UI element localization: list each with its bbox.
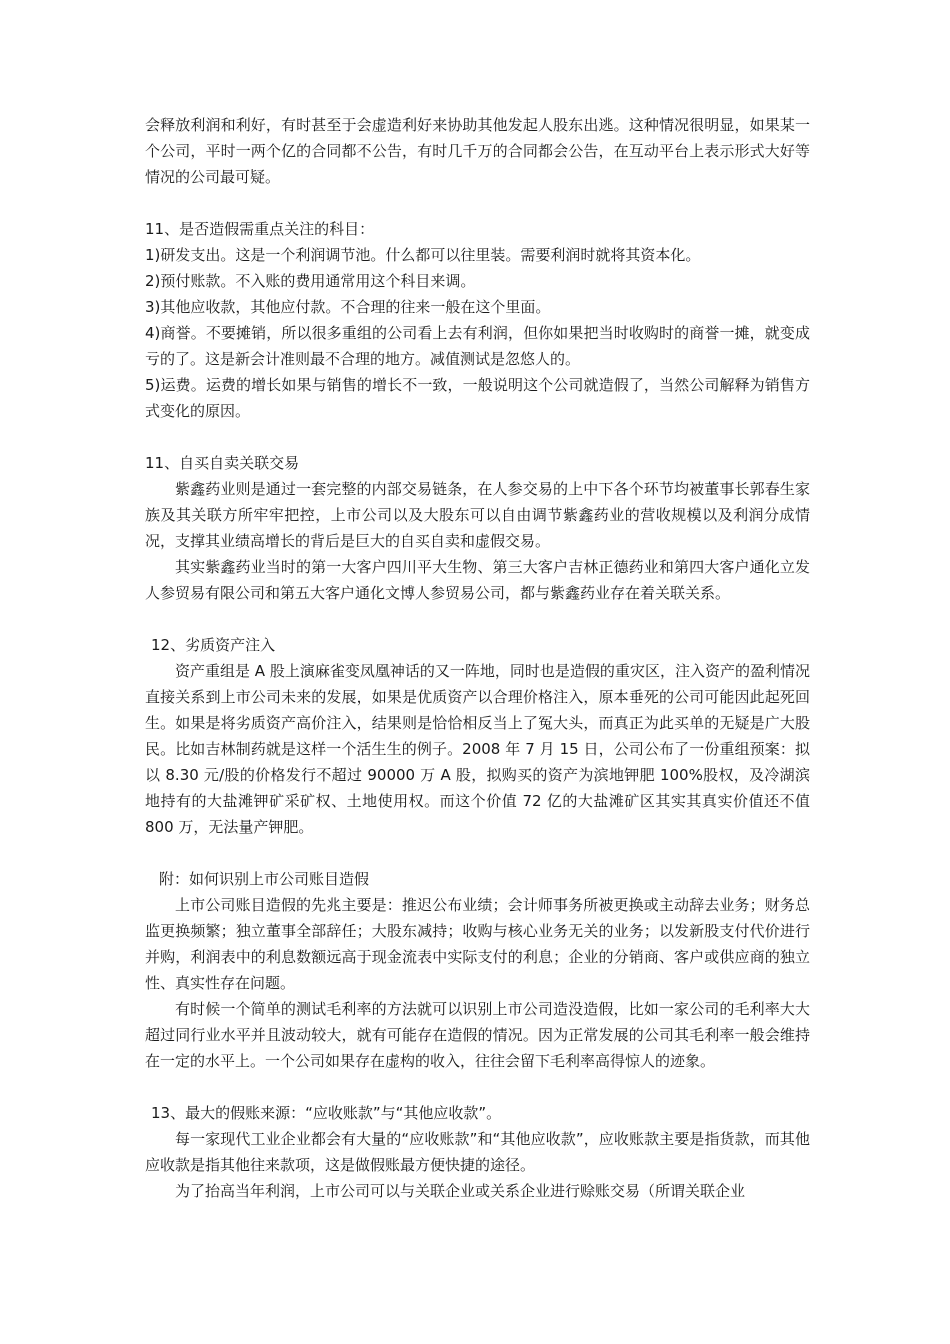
section-gap <box>145 424 810 450</box>
list-item-goodwill: 4)商誉。不要摊销，所以很多重组的公司看上去有利润，但你如果把当时收购时的商誉一摊，就变成亏的了。这是新会计准则最不合理的地方。减值测试是忽悠人的。 <box>145 324 810 368</box>
section-11b-paragraph-1: 紫鑫药业则是通过一套完整的内部交易链条，在人参交易的上中下各个环节均被董事长郭春生家族及其关联方所牢牢把控，上市公司以及大股东可以自由调节紫鑫药业的营收规模以及利润分成情况，支撑其业绩高增长的背后是巨大的自买自卖和虚假交易。 <box>145 480 810 550</box>
appendix-heading: 附：如何识别上市公司账目造假 <box>159 870 370 888</box>
list-item-other-receivables: 3)其他应收款，其他应付款。不合理的往来一般在这个里面。 <box>145 298 551 316</box>
section-gap <box>145 840 810 866</box>
section-13-paragraph-2: 为了抬高当年利润，上市公司可以与关联企业或关系企业进行赊账交易（所谓关联企业 <box>175 1182 746 1200</box>
section-13-paragraph-1: 每一家现代工业企业都会有大量的“应收账款”和“其他应收款”，应收账款主要是指货款，而其他应收款是指其他往来款项，这是做假账最方便快捷的途径。 <box>145 1130 810 1174</box>
intro-paragraph: 会释放利润和利好，有时甚至于会虚造利好来协助其他发起人股东出逃。这种情况很明显，如果某一个公司，平时一两个亿的合同都不公告，有时几千万的合同都会公告，在互动平台上表示形式大好等情况的公司最可疑。 <box>145 116 810 186</box>
section-11b-heading: 11、自买自卖关联交易 <box>145 454 300 472</box>
section-12-heading: 12、劣质资产注入 <box>151 636 276 654</box>
section-gap <box>145 190 810 216</box>
section-gap <box>145 606 810 632</box>
list-item-prepayments: 2)预付账款。不入账的费用通常用这个科目来调。 <box>145 272 476 290</box>
section-11b-paragraph-2: 其实紫鑫药业当时的第一大客户四川平大生物、第三大客户吉林正德药业和第四大客户通化立发人参贸易有限公司和第五大客户通化文博人参贸易公司，都与紫鑫药业存在着关联关系。 <box>145 558 810 602</box>
section-13-heading: 13、最大的假账来源：“应收账款”与“其他应收款”。 <box>151 1104 502 1122</box>
section-gap <box>145 1074 810 1100</box>
appendix-paragraph-1: 上市公司账目造假的先兆主要是：推迟公布业绩；会计师事务所被更换或主动辞去业务；财务总监更换频繁；独立董事全部辞任；大股东减持；收购与核心业务无关的业务；以发新股支付代价进行并购，利润表中的利息数额远高于现金流表中实际支付的利息；企业的分销商、客户或供应商的独立性、真实性存在问题。 <box>145 896 810 992</box>
document-page <box>145 112 810 1204</box>
list-item-rd-expense: 1)研发支出。这是一个利润调节池。什么都可以往里装。需要利润时就将其资本化。 <box>145 246 701 264</box>
appendix-paragraph-2: 有时候一个简单的测试毛利率的方法就可以识别上市公司造没造假，比如一家公司的毛利率大大超过同行业水平并且波动较大，就有可能存在造假的情况。因为正常发展的公司其毛利率一般会维持在一定的水平上。一个公司如果存在虚构的收入，往往会留下毛利率高得惊人的迹象。 <box>145 1000 810 1070</box>
list-item-freight: 5)运费。运费的增长如果与销售的增长不一致，一般说明这个公司就造假了，当然公司解释为销售方式变化的原因。 <box>145 376 810 420</box>
section-11-heading: 11、是否造假需重点关注的科目： <box>145 220 375 238</box>
section-12-paragraph: 资产重组是 A 股上演麻雀变凤凰神话的又一阵地，同时也是造假的重灾区，注入资产的盈利情况直接关系到上市公司未来的发展，如果是优质资产以合理价格注入，原本垂死的公司可能因此起死回生。如果是将劣质资产高价注入，结果则是恰恰相反当上了冤大头，而真正为此买单的无疑是广大股民。比如吉林制药就是这样一个活生生的例子。2008 年 7 月 15 日，公司公布了一份重组预案：拟以 8.30 元/股的价格发行不超过 90000 万 A 股，拟购买的资产为滨地钾肥 100%股权，及冷湖滨地持有的大盐滩钾矿采矿权、土地使用权。而这个价值 72 亿的大盐滩矿区其实其真实价值还不值 800 万，无法量产钾肥。 <box>145 662 810 836</box>
